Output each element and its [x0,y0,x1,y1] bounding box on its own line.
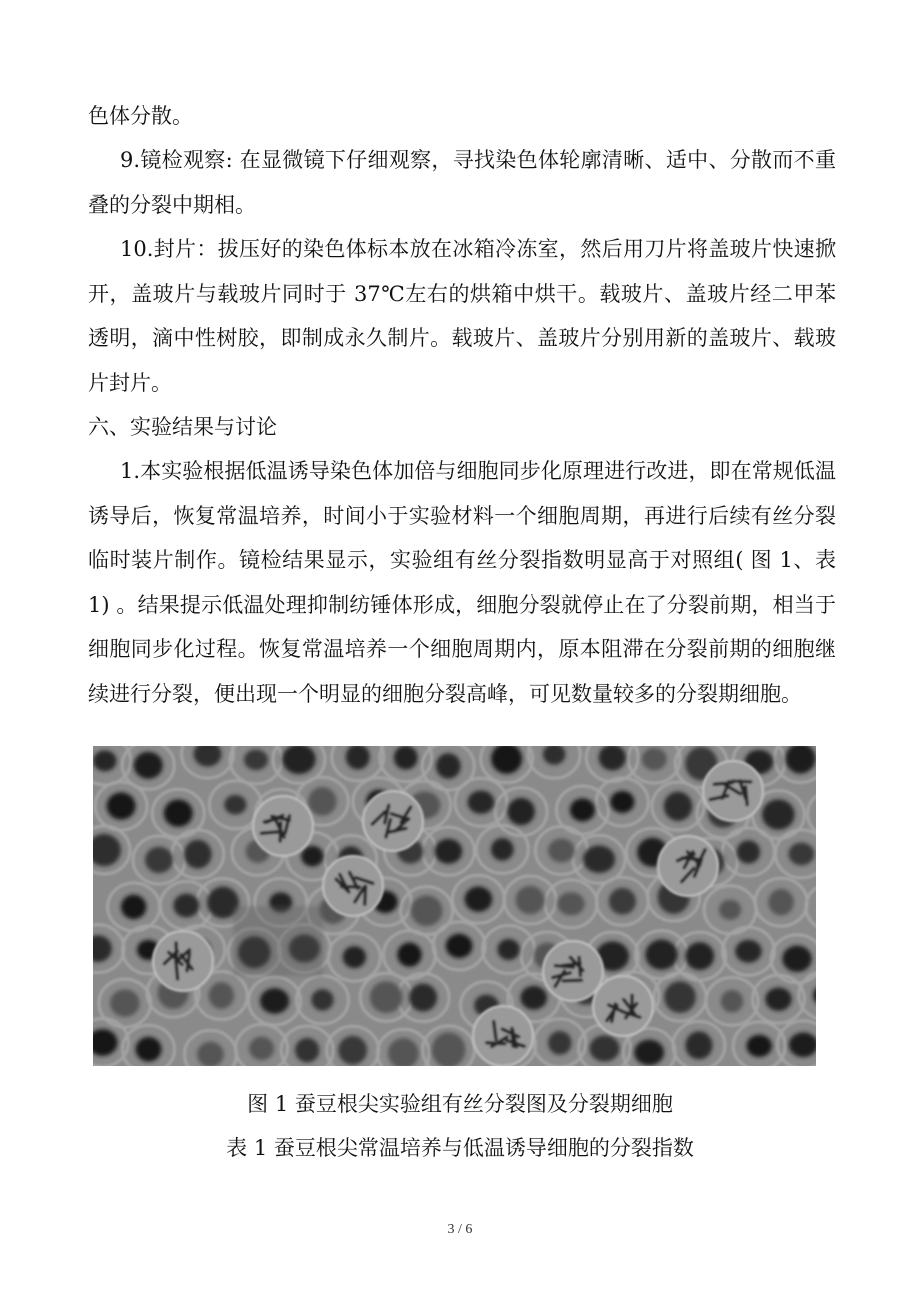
chromosome [176,961,178,979]
cell-nucleus [432,1032,466,1066]
figure-caption: 图 1 蚕豆根尖实验组有丝分裂图及分裂期细胞 [247,1092,673,1116]
chromosome [745,787,747,805]
cell-nucleus [548,1031,571,1055]
cell-nucleus [782,945,811,972]
chromosome [262,832,280,834]
chromosome [487,1043,505,1044]
cell-nucleus [765,987,792,1010]
chromosome [579,957,580,975]
cell-nucleus [609,888,636,915]
cell-nucleus [436,753,461,779]
chromosome [733,781,751,782]
cell-nucleus [164,800,193,827]
page-number: 3 / 6 [447,1222,473,1237]
cell-nucleus [762,799,795,829]
chromosome [714,783,732,784]
cell-nucleus [583,845,615,873]
cell-nucleus [468,791,495,814]
cell-nucleus [301,846,323,867]
dividing-cell [543,941,603,1001]
table-caption: 表 1 蚕豆根尖常温培养与低温诱导细胞的分裂指数 [226,1136,694,1160]
cell-nucleus [397,943,421,967]
cell-nucleus [735,940,762,963]
cell-nucleus [721,990,744,1013]
cell-nucleus [788,843,814,866]
cell-nucleus [719,900,741,920]
cell-nucleus [768,889,794,916]
cell-nucleus [260,988,289,1014]
cell-nucleus [491,838,514,861]
cell-nucleus [308,787,336,816]
cell-nucleus [664,981,696,1013]
cell-nucleus [434,839,462,864]
cell-nucleus [209,982,235,1009]
dividing-cell [593,976,653,1036]
cell-nucleus [737,840,761,863]
cell-nucleus [634,1040,664,1066]
dividing-cell [473,1006,533,1066]
chromosome [187,953,189,971]
cell-nucleus [465,887,493,912]
cell-nucleus [746,1035,772,1057]
cell-nucleus [249,1037,274,1061]
cell-nucleus [685,942,714,970]
cell-nucleus [136,1037,162,1062]
chromosome [280,823,281,841]
cell-nucleus [145,847,173,873]
micrograph-figure [93,746,816,1066]
cell-nucleus [338,1036,367,1065]
cell-nucleus [107,792,136,819]
cell-nucleus [110,989,140,1017]
cell-nucleus [184,840,212,869]
cell-nucleus [370,981,403,1013]
cell-nucleus [224,795,246,815]
dividing-cell [363,791,423,851]
cell-nucleus [411,895,443,926]
cell-nucleus [685,1031,712,1059]
cell-nucleus [570,798,595,821]
cell-nucleus [244,749,268,770]
section-heading-results: 六、实验结果与讨论 [88,415,277,439]
cell-nucleus [446,934,473,958]
cell-nucleus [409,984,437,1012]
cell-nucleus [497,939,519,960]
dividing-cell [253,796,313,856]
cell-nucleus [610,791,634,813]
cell-nucleus [173,894,199,918]
cell-nucleus [311,989,333,1011]
paragraph-continuation: 色体分散。 [88,104,193,128]
cell-nucleus [642,748,667,771]
chromosome [494,1022,496,1040]
chromosome [563,980,581,981]
cell-nucleus [520,986,547,1010]
cell-nucleus [589,1035,619,1061]
cell-nucleus [197,1042,224,1066]
cell-nucleus [394,746,418,770]
paragraph-step-10: 10.封片：拔压好的染色体标本放在冰箱冷冻室，然后用刀片将盖玻片快速掀开，盖玻片与载玻片同时于 37℃左右的烘箱中烘干。载玻片、盖玻片经二甲苯透明，滴中性树胶，即制成永久制片。载玻片、盖玻片分别用新的盖玻片、载玻片封片。 [88,237,836,395]
paragraph-step-9: 9.镜检观察: 在显微镜下仔细观察，寻找染色体轮廓清晰、适中、分散而不重叠的分裂中期相。 [88,148,836,217]
cell-nucleus [557,892,585,915]
dividing-cell [658,836,718,896]
cell-nucleus [516,886,545,915]
cell-nucleus [343,946,366,968]
chromosome [512,1028,513,1046]
micrograph-image [93,746,816,1066]
dividing-cell [153,931,213,991]
cell-nucleus [134,752,163,779]
cell-nucleus [121,895,146,919]
cell-nucleus [548,838,575,862]
chromosome [365,886,366,904]
cell-nucleus [645,940,677,970]
paragraph-result-1: 1.本实验根据低温诱导染色体加倍与细胞同步化原理进行改进，即在常规低温诱导后，恢复常温培养，时间小于实验材料一个细胞周期，再进行后续有丝分裂临时装片制作。镜检结果显示，实验组有丝分裂指数明显高于对照组( 图 1、表 1) 。结果提示低温处理抑制纺锤体形成，细胞分裂就停止在了分裂前期，相当于细胞同步化过程。恢复常温培养一个细胞周期内，原本阻滞在分裂前期的细胞继续进行分裂，便出现一个明显的细胞分裂高峰，可见数量较多的分裂期细胞。 [88,459,836,706]
cell-nucleus [93,750,116,771]
cell-nucleus [664,792,692,821]
cell-nucleus [507,798,534,825]
cell-nucleus [295,1038,319,1063]
chromosome [562,963,580,965]
